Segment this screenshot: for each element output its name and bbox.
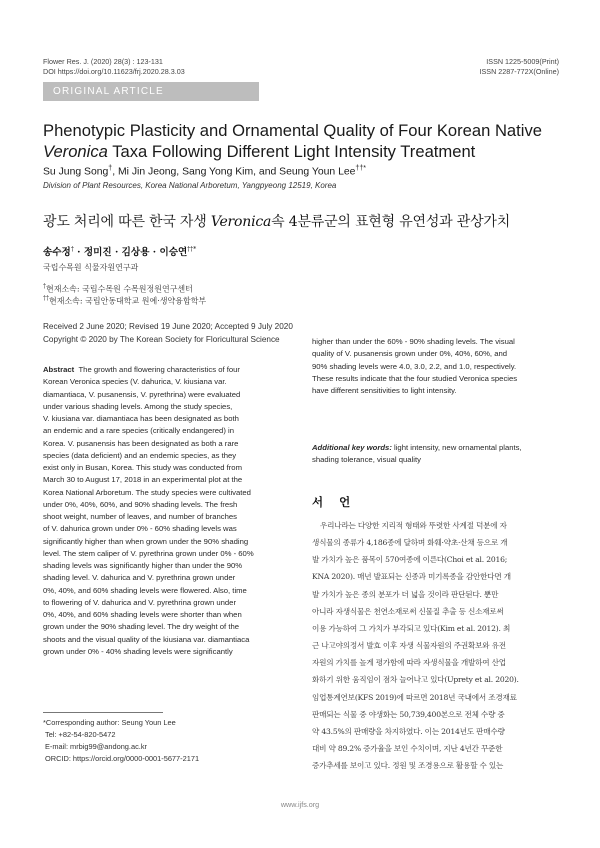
abstract-label: Abstract <box>43 365 75 374</box>
intro-line: 근 나고야의정서 발효 이후 자생 식물자원의 주권확보와 유전 <box>312 641 506 651</box>
intro-line: 이용 가능하여 그 가치가 부각되고 있다(Kim et al. 2012). 최 <box>312 623 511 633</box>
section-heading-introduction: 서 언 <box>312 495 357 509</box>
title-genus: Veronica <box>43 141 108 161</box>
abstract-line: Korean Veronica species (V. dahurica, V. kiusiana var. <box>43 377 227 387</box>
korean-other-authors: · 정미진 · 김상용 · 이승연 <box>73 247 188 258</box>
abstract-line: significantly higher than when grown under the 90% shading <box>43 536 249 546</box>
intro-line: 생식물의 종류가 4,186종에 달하며 화훼·약초·산채 등으로 개 <box>312 538 508 548</box>
author-mark-1: † <box>108 165 113 172</box>
affiliation: Division of Plant Resources, Korea National Arboretum, Yangpyeong 12519, Korea <box>43 181 337 190</box>
copyright-notice: Copyright © 2020 by The Korean Society for Floricultural Science <box>43 335 280 344</box>
abstract-line: under 0%, 40%, 60%, and 90% shading levels. The fresh <box>43 499 238 509</box>
abstract-line: under various shading levels. Among the study species, <box>43 401 233 411</box>
article-type-banner: ORIGINAL ARTICLE <box>43 82 259 101</box>
intro-line: 우리나라는 다양한 지리적 형태와 뚜렷한 사계절 덕분에 자 <box>320 521 507 530</box>
title-line-1: Phenotypic Plasticity and Ornamental Quality of Four Korean Native <box>43 121 542 140</box>
intro-line: 임업통계연보(KFS 2019)에 따르면 2018년 국내에서 조경재료 <box>312 692 517 702</box>
keywords <box>312 442 562 467</box>
intro-line: 발 가치가 높은 품목이 570여종에 이른다(Choi et al. 2016; <box>312 555 508 565</box>
korean-note-1-text: 현재소속: 국립수목원 수목원정원연구센터 <box>46 284 193 294</box>
keywords-line-2: shading tolerance, visual quality <box>312 455 421 465</box>
journal-website[interactable]: www.ijfs.org <box>280 800 320 809</box>
author-phone: Tel: +82-54-820-5472 <box>45 730 116 739</box>
article-title <box>43 121 563 162</box>
keywords-label: Additional key words: <box>312 443 392 452</box>
author-list <box>43 165 366 177</box>
intro-line: KNA 2020). 매년 발표되는 신종과 미기록종을 감안한다면 개 <box>312 572 511 582</box>
abstract-line: Korea National Arboretum. The study species were cultivated <box>43 487 251 497</box>
korean-note-1 <box>43 283 193 295</box>
keywords-text-1: light intensity, new ornamental plants, <box>391 443 522 452</box>
korean-note-1-mark: † <box>43 283 46 290</box>
korean-note-2 <box>43 295 206 307</box>
introduction-body <box>312 517 562 774</box>
abstract-line: shading levels was significantly higher than under the 90% <box>43 561 243 570</box>
title-line-2-rest: Taxa Following Different Light Intensity Treatment <box>107 141 476 161</box>
received-dates: Received 2 June 2020; Revised 19 June 2020; Accepted 9 July 2020 <box>43 322 293 331</box>
author-mark-2: ††* <box>355 165 366 172</box>
issn-online: ISSN 2287-772X(Online) <box>479 67 559 76</box>
korean-title-pre: 광도 처리에 따른 한국 자생 <box>43 214 211 230</box>
article-dates <box>43 320 293 346</box>
intro-line: 화하기 위한 움직임이 점차 늘어나고 있다(Uprety et al. 2020). <box>312 675 519 685</box>
other-authors: , Mi Jin Jeong, Sang Yong Kim, and Seung Youn Lee <box>112 166 356 178</box>
abstract-line: 90% shading levels were 4.0, 3.0, 2.2, and 1.0, respectively. <box>312 361 517 371</box>
abstract-line: have different sensitivities to light intensity. <box>312 386 457 395</box>
intro-line: 판매되는 식물 중 야생화는 50,739,400본으로 전체 수량 중 <box>312 709 505 719</box>
korean-title <box>43 211 563 231</box>
korean-note-2-mark: †† <box>43 295 49 302</box>
abstract-left-column <box>43 364 297 658</box>
intro-line: 증가추세를 보이고 있다. 정원 및 조경용으로 활용할 수 있는 <box>312 761 504 771</box>
abstract-line: quality of V. pusanensis grown under 0%, 40%, 60%, and <box>312 349 508 359</box>
korean-first-author: 송수정 <box>43 247 71 258</box>
abstract-line: an endemic and a rare species (critically endangered) in <box>43 426 235 436</box>
first-author: Su Jung Song <box>43 166 109 178</box>
abstract-line: exist only in Busan, Korea. This study was conducted from <box>43 463 242 472</box>
abstract-line: Korea. V. pusanensis has been designated as both a rare <box>43 438 239 448</box>
title-line-2 <box>43 142 563 163</box>
korean-author-mark-1: † <box>70 245 74 253</box>
intro-line: 자원의 가치를 높게 평가함에 따라 자생식물을 개발하여 산업 <box>312 658 506 668</box>
intro-line: 약 43.5%의 판매량을 차지하였다. 이는 2014년도 판매수량 <box>312 726 505 736</box>
abstract-line: species (data deficient) and an endemic species, as they <box>43 450 237 460</box>
correspondence-block <box>43 717 199 765</box>
intro-line: 대비 약 89.2% 증가율을 보인 수치이며, 지난 4년간 꾸준한 <box>312 744 503 754</box>
abstract-line: 0%, 40%, and 60% shading levels were shorter than when <box>43 610 242 619</box>
intro-line: 아니라 자생식물은 천연소재로써 신물질 추출 등 신소재로써 <box>312 606 504 616</box>
doi-link[interactable]: DOI https://doi.org/10.11623/frj.2020.28.3.03 <box>43 67 185 76</box>
abstract-line: of V. dahurica grown under 0% - 60% shading levels was <box>43 524 237 534</box>
journal-citation: Flower Res. J. (2020) 28(3) : 123-131 <box>43 57 163 66</box>
author-email[interactable]: E-mail: mrbig99@andong.ac.kr <box>45 742 147 751</box>
issn-print: ISSN 1225-5009(Print) <box>486 57 559 66</box>
abstract-line: shoot weight, number of leaves, and number of branches <box>43 512 238 521</box>
abstract-line: to flowering of V. dahurica and V. pyrethrina grown under <box>43 597 237 607</box>
footnote-divider <box>43 712 163 713</box>
abstract-line: diamantiaca, V. pusanensis, V. pyrethrina) were evaluated <box>43 389 241 399</box>
abstract-line: shading level. V. dahurica and V. pyrethrina grown under <box>43 573 236 583</box>
abstract-right-column <box>312 336 562 397</box>
korean-author-mark-2: ††* <box>187 245 197 253</box>
abstract-line: higher than under the 60% - 90% shading levels. The visual <box>312 337 515 346</box>
keywords-line-1 <box>312 442 562 454</box>
korean-affiliation: 국립수목원 식물자원연구과 <box>43 263 139 272</box>
abstract-line: These results indicate that the four studied Veronica species <box>312 373 518 383</box>
korean-title-genus: Veronica <box>210 214 272 230</box>
author-orcid[interactable]: ORCID: https://orcid.org/0000-0001-5677-2171 <box>45 754 200 763</box>
abstract-line: level. The stem caliper of V. pyrethrina grown under 0% - 60% <box>43 548 254 558</box>
abstract-text: The growth and flowering characteristics of four <box>78 365 240 374</box>
corresponding-author: *Corresponding author: Seung Youn Lee <box>43 718 176 727</box>
abstract-line <box>43 364 297 376</box>
abstract-line: 0%, 40%, and 60% shading levels were flowered. Also, time <box>43 585 247 595</box>
intro-line: 발 가치가 높은 종의 분포가 더 넓을 것이라 판단된다. 뿐만 <box>312 589 499 599</box>
abstract-line: grown under 0% - 40% shading levels were significantly <box>43 646 233 656</box>
abstract-line: grown under the 90% shading level. The dry weight of the <box>43 622 240 632</box>
korean-authors <box>43 244 196 258</box>
abstract-line: shoots and the visual quality of the kiusiana var. diamantiaca <box>43 634 250 644</box>
korean-note-2-text: 현재소속: 국립안동대학교 원예·생약융합학부 <box>49 296 207 306</box>
abstract-line: V. kiusiana var. diamantiaca has been designated as both <box>43 414 239 423</box>
abstract-line: March 30 to August 17, 2018 in an experimental plot at the <box>43 475 243 485</box>
korean-title-post: 속 4분류군의 표현형 유연성과 관상가치 <box>271 214 511 230</box>
